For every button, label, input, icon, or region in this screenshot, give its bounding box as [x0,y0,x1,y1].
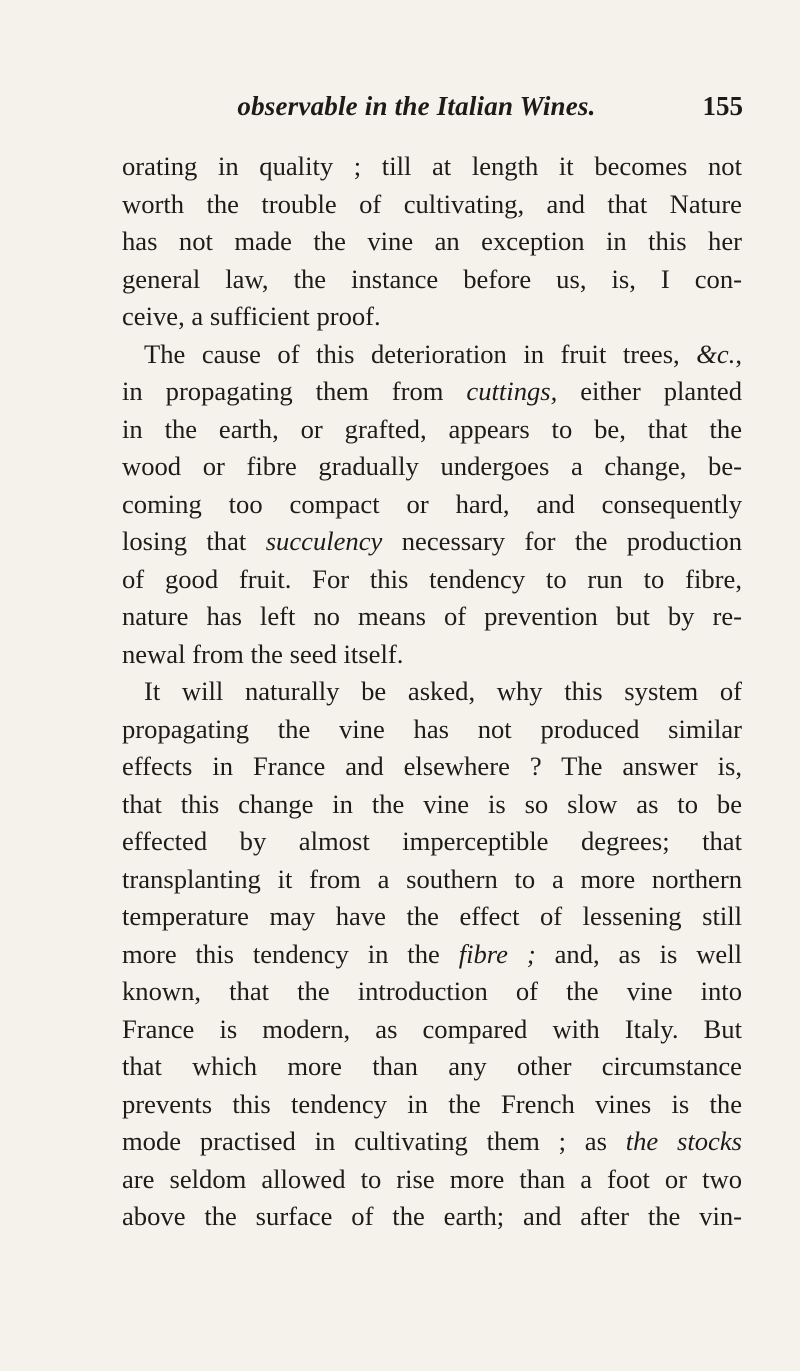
text-line [122,1123,742,1161]
text-line: prevents this tendency in the French vines is the [122,1088,742,1119]
text-line: temperature may have the effect of lessening still [122,901,742,931]
text-line: has not made the vine an exception in this her [122,226,742,256]
text-line: effects in France and elsewhere ? The answer is, [122,751,742,781]
text-line [122,336,742,374]
text-line: that which more than any other circumstance [122,1051,742,1081]
text-line: in the earth, or grafted, appears to be, that the [122,413,742,444]
body-text [122,148,742,1236]
text-line: transplanting it from a southern to a more northern [122,863,742,894]
italic-run: the stocks [625,1126,742,1156]
italic-run: &c. [696,338,736,369]
text-line: are seldom allowed to rise more than a foot or two [122,1163,742,1194]
italic-run: fibre ; [458,938,536,969]
text-line: France is modern, as compared with Italy. But [122,1013,742,1044]
text-line: It will naturally be asked, why this system of [144,676,742,706]
text-line: nature has left no means of prevention but by re- [122,601,742,631]
text-run: losing that [122,526,266,556]
running-head [90,91,743,131]
text-run: either planted [557,376,743,406]
text-line: of good fruit. For this tendency to run to fibre, [122,563,742,594]
text-line: that this change in the vine is so slow as to be [122,788,742,819]
text-line: ceive, a sufficient proof. [122,301,381,331]
text-line [122,936,742,974]
text-line: effected by almost imperceptible degrees; that [122,826,742,856]
text-line: wood or fibre gradually undergoes a change, be- [122,451,742,481]
text-line: known, that the introduction of the vine into [122,976,742,1006]
running-title: observable in the Italian Wines. [237,91,596,121]
text-line: newal from the seed itself. [122,638,404,669]
text-line: worth the trouble of cultivating, and that Nature [122,188,742,219]
text-line: propagating the vine has not produced similar [122,713,742,744]
text-run: in propagating them from [122,376,467,406]
text-run: necessary for the production [382,526,742,556]
text-line: above the surface of the earth; and after the vin- [122,1201,742,1231]
text-run: more this tendency in the [122,938,459,969]
text-run: mode practised in cultivating them ; as [122,1126,626,1156]
text-line: general law, the instance before us, is, I con- [122,263,742,294]
italic-run: succulency [265,526,383,556]
text-line: coming too compact or hard, and consequently [122,488,742,519]
page-number: 155 [702,91,743,121]
text-line: orating in quality ; till at length it becomes not [122,151,742,181]
text-line [122,373,742,411]
italic-run: cuttings, [466,376,558,406]
text-run: The cause of this deterioration in fruit trees, [144,338,697,369]
text-run: , [735,338,742,369]
text-line [122,523,742,561]
text-run: and, as is well [535,938,743,969]
